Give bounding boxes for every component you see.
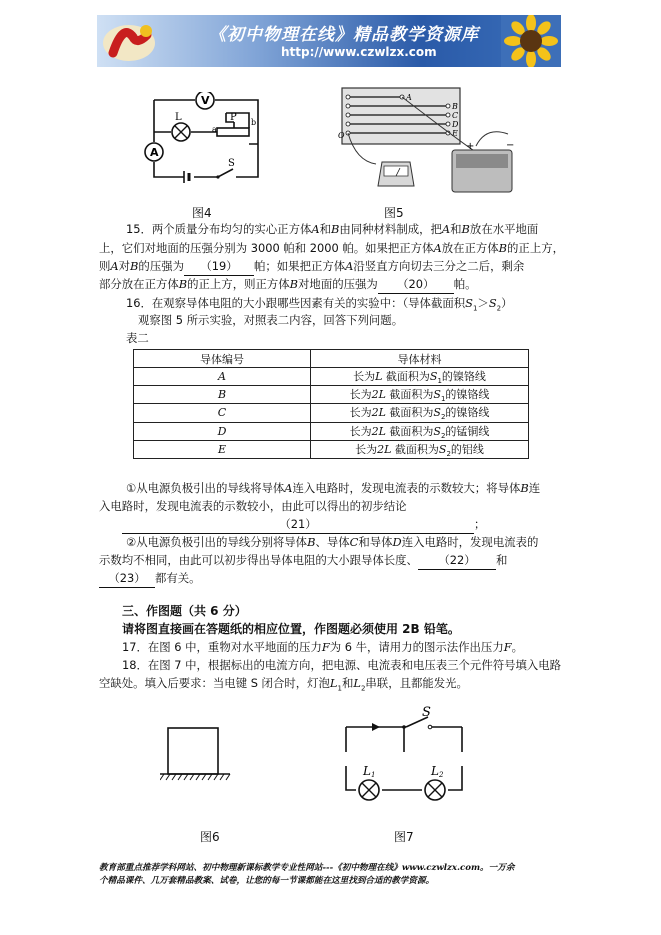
- figure-5-caption: 图5: [384, 206, 404, 220]
- table-row: B 长为2L 截面积为$S_1$的镍铬线: [134, 386, 529, 404]
- q16-line-1: 16．在观察导体电阻的大小跟哪些因素有关的实验中：（导体截面积$S_1>S_2$）: [126, 296, 513, 313]
- figure-5-apparatus: [336, 86, 524, 198]
- switch-label: S: [228, 158, 235, 169]
- answer-blank-22[interactable]: （22）: [418, 552, 496, 570]
- wire-a-label: A: [406, 93, 412, 102]
- battery-minus-label: −: [506, 140, 515, 151]
- sunflower-icon: [501, 15, 561, 67]
- voltmeter-label: V: [201, 94, 210, 107]
- q17-text: 17．在图 6 中，重物对水平地面的压力F为 6 牛，请用力的图示法作出压力F。: [122, 640, 524, 654]
- wire-c-label: C: [452, 111, 459, 120]
- lamp-l2-subscript: 2: [439, 771, 444, 779]
- slider-label: P: [230, 112, 237, 123]
- terminal-o-label: O: [338, 131, 345, 140]
- lamp-l1-subscript: 1: [371, 771, 376, 779]
- lamp-label: L: [175, 112, 182, 123]
- wire-d-label: D: [452, 120, 459, 129]
- header-banner: [97, 15, 561, 67]
- table-2-label: 表二: [126, 331, 149, 345]
- header-conductor-id: 导体编号: [134, 350, 311, 368]
- section-3-heading: 三、作图题（共 6 分）: [122, 604, 247, 618]
- answer-blank-20[interactable]: （20）: [378, 276, 454, 294]
- table-row: C 长为2L 截面积为$S_2$的镍铬线: [134, 404, 529, 422]
- ammeter-label: A: [150, 146, 159, 159]
- q16-part1-line-2: 入电路时，发现电流表的示数较小，由此可以得出的初步结论: [99, 499, 407, 513]
- q18-line-2: 空缺处。填入后要求：当电键 S 闭合时，灯泡$L_1$和$L_2$串联，且都能发光。: [99, 676, 468, 693]
- wire-e-label: E: [452, 129, 458, 138]
- site-logo-icon: [99, 17, 159, 65]
- banner-url[interactable]: http://www.czwlzx.com: [281, 45, 437, 59]
- figure-4-caption: 图4: [192, 206, 212, 220]
- footer-line-1: 教育部重点推荐学科网站、初中物理新课标教学专业性网站---《初中物理在线》www.czwlzx.com。一万余: [99, 863, 515, 873]
- figure-4-circuit: [138, 92, 268, 192]
- q16-part1-line-1: ①从电源负极引出的导线将导体A连入电路时，发现电流表的示数较大；将导体B连: [126, 481, 541, 495]
- q15-line-2: 上，它们对地面的压强分别为 3000 帕和 2000 帕。如果把正方体A放在正方体B的正上方，: [99, 241, 564, 255]
- q18-line-1: 18．在图 7 中，根据标出的电流方向，把电源、电流表和电压表三个元件符号填入电路: [122, 658, 562, 672]
- q15-line-1: 15．两个质量分布均匀的实心正方体A和B由同种材料制成，把A和B放在水平地面: [126, 222, 539, 236]
- figure-7-circuit: [336, 700, 468, 804]
- q16-part2-line-3: （23） 都有关。: [99, 570, 201, 588]
- table-row: A 长为L 截面积为$S_1$的镍铬线: [134, 368, 529, 386]
- table-row: D 长为2L 截面积为$S_2$的锰铜线: [134, 422, 529, 440]
- end-a-label: a: [212, 125, 217, 134]
- figure-7-caption: 图7: [394, 830, 414, 844]
- figure-6-caption: 图6: [200, 830, 220, 844]
- q16-part1-line-3: （21） ；: [122, 516, 485, 534]
- battery-plus-label: +: [466, 141, 475, 152]
- q16-part2-line-2: 示数均不相同，由此可以初步得出导体电阻的大小跟导体长度、 （22） 和: [99, 552, 507, 570]
- q15-line-3: 则A对B的压强为 （19） 帕；如果把正方体A沿竖直方向切去三分之二后，剩余: [99, 258, 524, 276]
- q16-line-2: 观察图 5 所示实验，对照表二内容，回答下列问题。: [138, 313, 404, 327]
- answer-blank-23[interactable]: （23）: [99, 570, 155, 588]
- q16-part2-line-1: ②从电源负极引出的导线分别将导体B、导体C和导体D连入电路时，发现电流表的: [126, 535, 539, 549]
- lamp-l1-label: L: [363, 764, 371, 778]
- section-3-instruction: 请将图直接画在答题纸的相应位置，作图题必须使用 2B 铅笔。: [122, 622, 460, 636]
- header-conductor-material: 导体材料: [311, 350, 529, 368]
- answer-blank-19[interactable]: （19）: [184, 258, 254, 276]
- figure-6-block-on-ground: [160, 720, 240, 786]
- conductor-table: [133, 349, 529, 459]
- switch-s-label: S: [422, 705, 431, 720]
- table-header-row: [134, 350, 529, 368]
- answer-blank-21[interactable]: （21）: [122, 516, 474, 534]
- wire-b-label: B: [452, 102, 458, 111]
- banner-title: 《初中物理在线》精品教学资源库: [209, 25, 479, 45]
- end-b-label: b: [251, 118, 257, 127]
- footer-line-2: 个精品课件、几万套精品教案、试卷，让您的每一节课都能在这里找到合适的教学资源。: [99, 876, 435, 886]
- table-row: E 长为2L 截面积为$S_2$的铝线: [134, 440, 529, 458]
- q15-line-4: 部分放在正方体B的正上方，则正方体B对地面的压强为 （20） 帕。: [99, 276, 477, 294]
- lamp-l2-label: L: [431, 764, 439, 778]
